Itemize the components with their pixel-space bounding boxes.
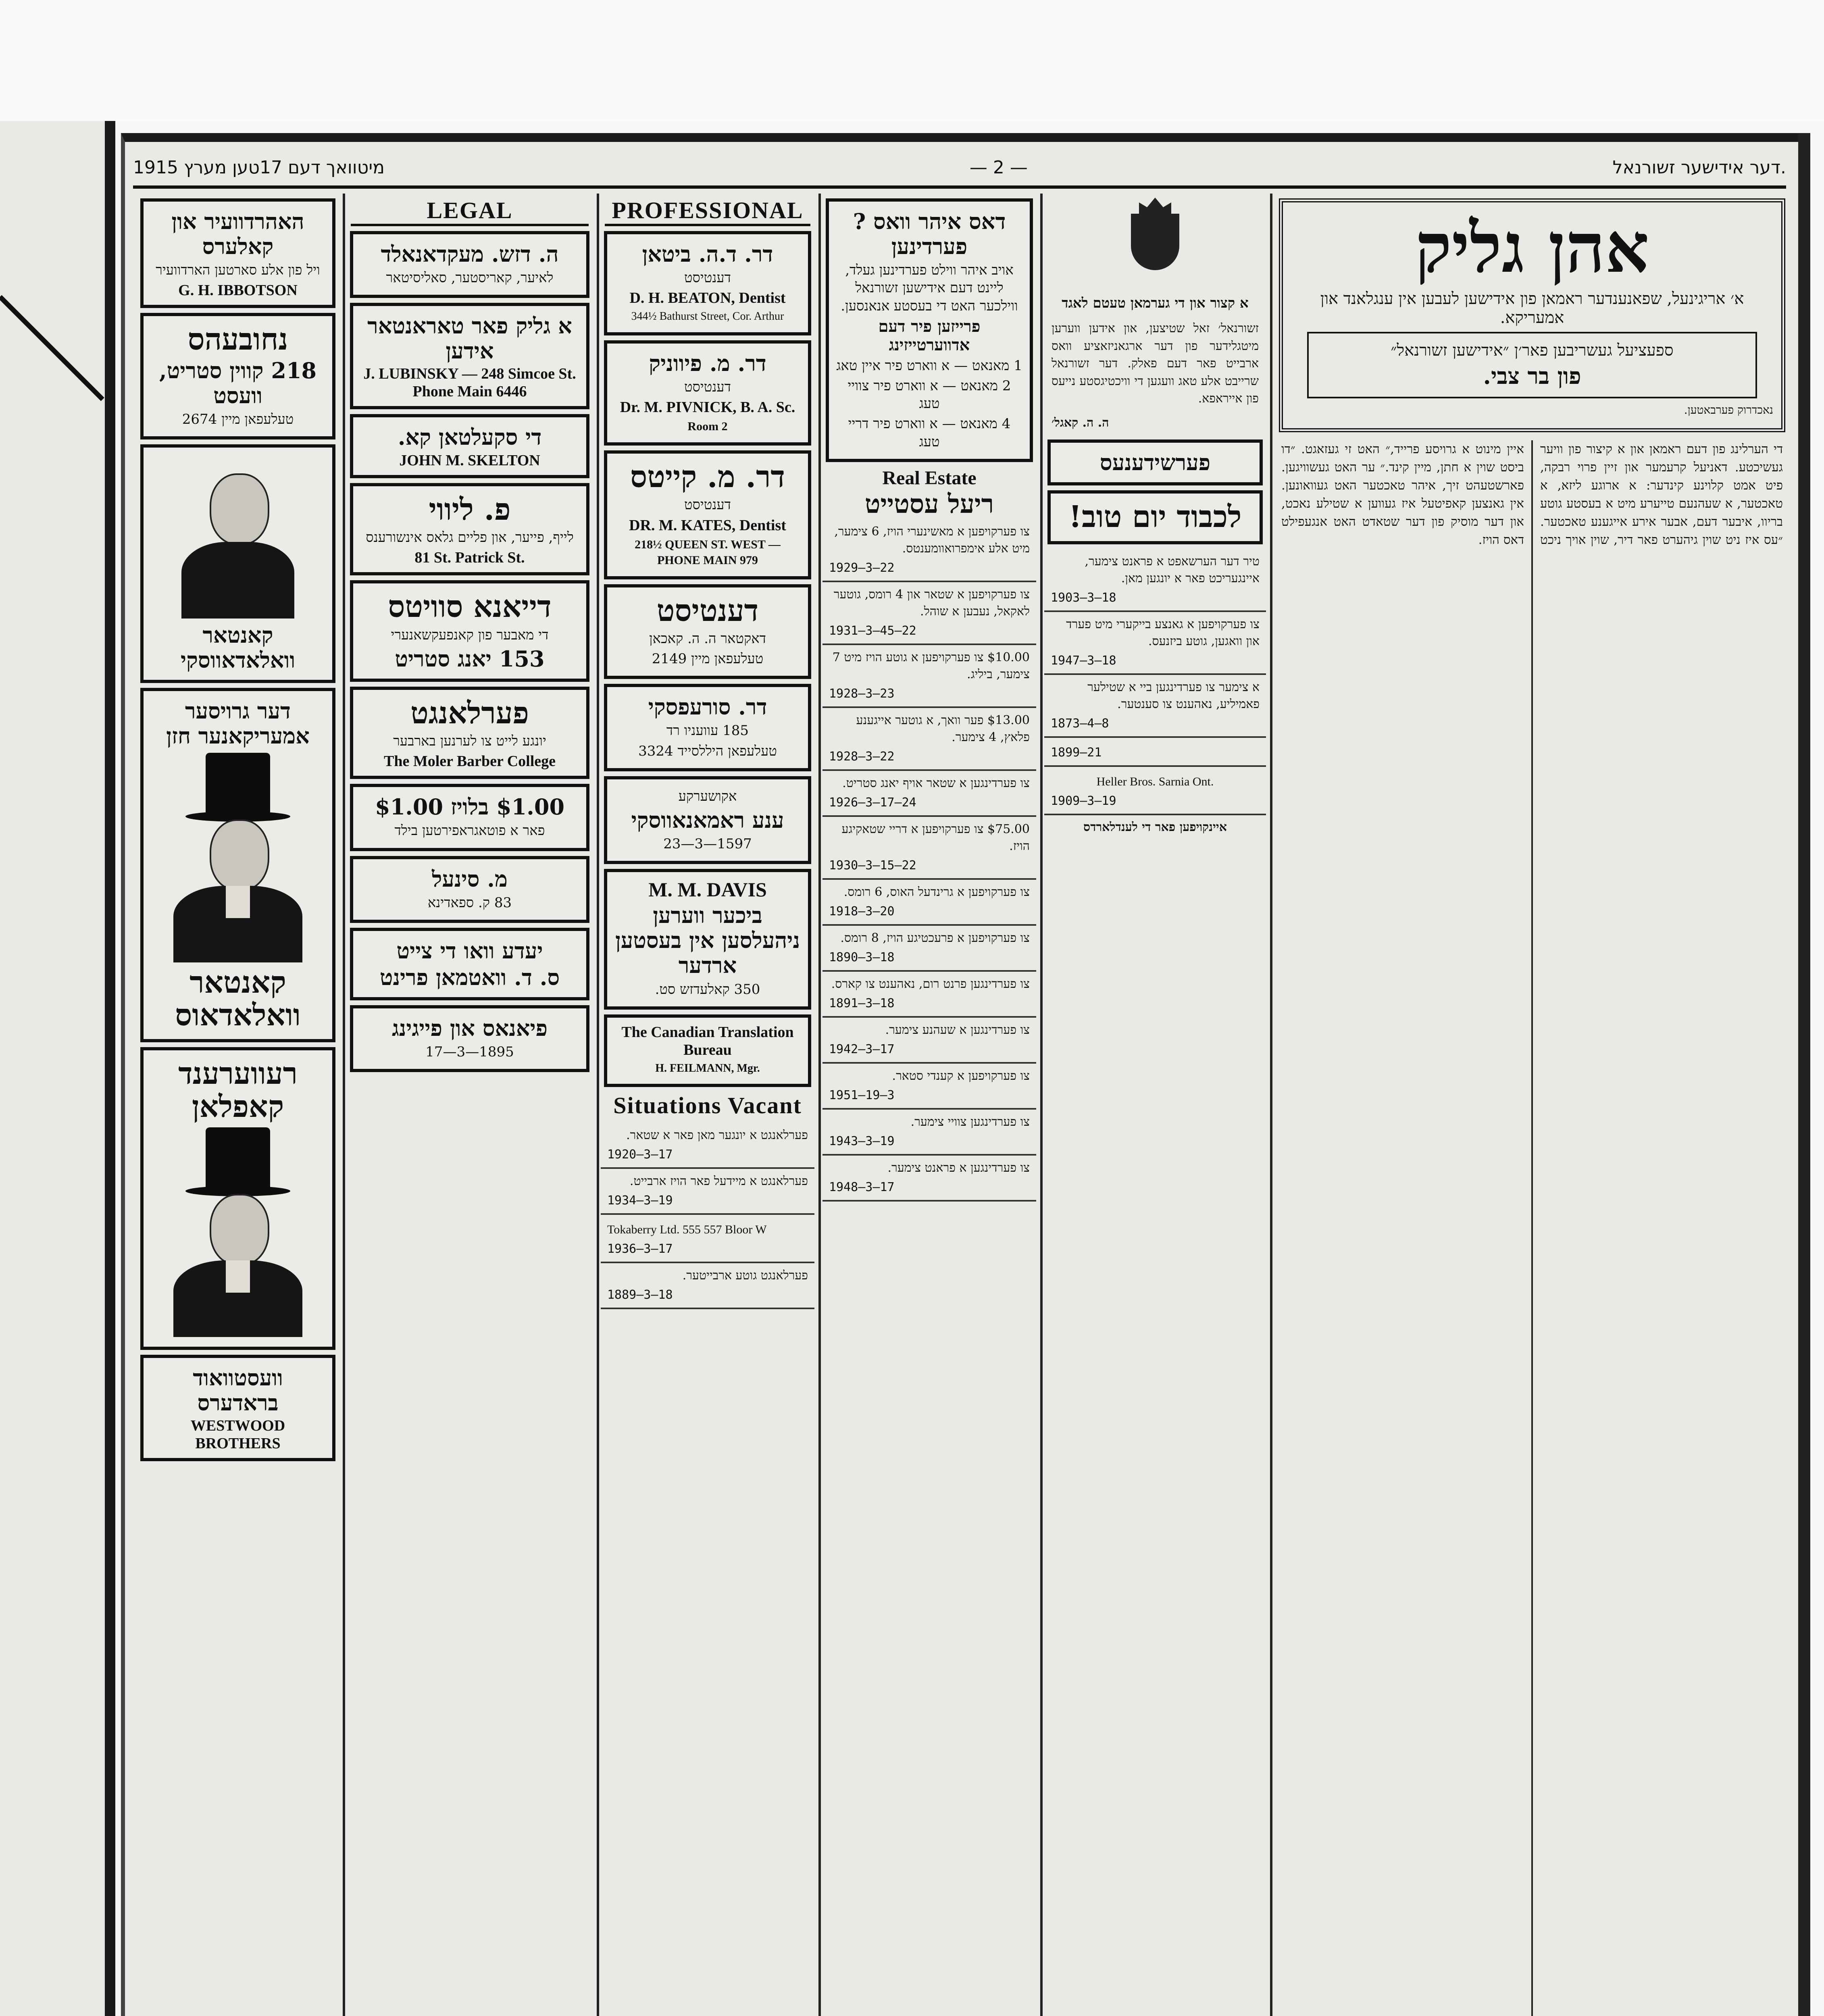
emblem-article: זשורנאל׳ זאל שטיצען, און אידען ווערען מיטגלידער פון דער ארגאניזאציע וואס ארבייט פאר דעם פאלק. דער זשורנאל שרייבט אלע טאג וועגען די וויכטיגסטע נייעס פון אייראפא. xyxy=(1052,321,1259,406)
header-page-number: — 2 — xyxy=(969,157,1028,178)
ad-code: 1895—3—17 xyxy=(425,1044,514,1060)
real-estate-english: Real Estate xyxy=(882,467,977,489)
classified-code: 1891—3—18 xyxy=(829,996,895,1010)
classified-text: $75.00 צו פערקויפען א דריי שטאקיגע הויז. xyxy=(841,822,1030,853)
classified-text: צו פערדינגען פרנט רום, נאהענט צו קארס. xyxy=(831,977,1030,991)
classified-item xyxy=(822,708,1036,771)
legal-section-heading: LEGAL xyxy=(351,197,589,226)
column-rule xyxy=(597,194,599,2016)
ad-title: פ. ליווי xyxy=(429,492,511,527)
top-hat xyxy=(206,1127,270,1188)
ad-midwife xyxy=(604,776,811,864)
classified-code: 1942—3—17 xyxy=(829,1042,895,1056)
ad-title: ענע ראמאנאווסקי xyxy=(631,807,784,833)
ad-davis xyxy=(604,869,811,1009)
ad-address: 83 ק. ספאדינא xyxy=(427,894,512,911)
portrait-face xyxy=(210,819,269,891)
rate-line: 1 מאנאט — א ווארט פיר איין טאג xyxy=(836,357,1022,374)
ad-name-english: DR. M. KATES, Dentist xyxy=(629,516,786,534)
classified-code: 1909—3—19 xyxy=(1051,793,1116,808)
portrait-collar xyxy=(226,886,250,918)
ad-title: דר. ד.ה. ביטאן xyxy=(642,241,773,267)
ad-cantor-1 xyxy=(140,444,335,683)
section-title: פערשידענעס xyxy=(1099,450,1211,476)
classified-text: צו פערקויפען א מאשינערי הויז, 6 צימער, מיט אלע אימפרואוומענטס. xyxy=(834,524,1030,556)
ad-legal-3 xyxy=(350,414,589,478)
ad-legal-5 xyxy=(350,580,589,682)
ad-title: דר. מ. פיווניק xyxy=(649,350,766,376)
novel-note: ספעציעל געשריבען פאר׳ן ״אידישען זשורנאל״ xyxy=(1391,341,1674,360)
novel-title: אהן גליק xyxy=(1415,208,1649,288)
classified-code: 1936—3—17 xyxy=(607,1242,673,1256)
misc-item-text: א צימער צו פערדינגען ביי א שטילער פאמיליע, נאהענט צו סענטער. xyxy=(1087,680,1260,711)
ad-legal-1 xyxy=(350,231,589,298)
ad-legal-8 xyxy=(350,856,589,923)
scan-margin-top xyxy=(0,0,1824,121)
classified-code: 1928—3—22 xyxy=(829,749,895,764)
classified-item xyxy=(822,1018,1036,1064)
classified-item xyxy=(822,1156,1036,1202)
ad-subtitle: די מאבער פון קאנפעקשאנערי xyxy=(391,627,549,643)
ad-name: קאנטאר וואלאדאוס xyxy=(175,965,301,1033)
classified-company: Tokaberry Ltd. 555 557 Bloor W xyxy=(607,1223,767,1237)
misc-item-text: צו פערקויפען א גאנצע בייקערי מיט פערד און וואגען, גוטע ביזנעס. xyxy=(1066,617,1260,648)
classified-item xyxy=(822,1064,1036,1110)
ad-title: לכבוד יום טוב! xyxy=(1068,500,1242,535)
novel-masthead xyxy=(1279,198,1785,432)
ad-code: 1597—3—23 xyxy=(663,836,752,852)
header-paper-name: דער אידישער זשורנאל. xyxy=(1612,157,1786,178)
ad-address: 153 יאנג סטריט xyxy=(395,646,545,672)
ad-title: מ. סינעל xyxy=(432,866,508,892)
ad-subtitle: דענטיסט xyxy=(684,270,731,286)
column-rule xyxy=(818,194,821,2016)
ad-title: ביכער ווערען ניהעלסען אין בעסטען ארדער xyxy=(615,902,800,979)
classified-code: 1873—4—8 xyxy=(1051,716,1109,731)
ad-name-english: G. H. IBBOTSON xyxy=(178,282,298,299)
portrait-collar xyxy=(226,1260,250,1293)
classifieds-column xyxy=(822,194,1036,2016)
legal-column xyxy=(347,194,593,2016)
column-rule xyxy=(1270,194,1272,2016)
classified-item xyxy=(601,1215,814,1263)
classified-code: 1920—3—17 xyxy=(607,1148,673,1162)
portrait-face xyxy=(210,1194,269,1266)
classified-code: 1929—3—22 xyxy=(829,560,895,575)
classified-item xyxy=(822,645,1036,708)
ad-phone: טעלעפאן מיין 2149 xyxy=(652,651,764,667)
ad-name-english: The Moler Barber College xyxy=(384,753,556,770)
ad-title: די סקעלטאן קא. xyxy=(398,424,542,450)
ad-title: א גליק פאר טאראנטאר אידען xyxy=(367,313,572,364)
classified-item xyxy=(822,972,1036,1018)
ad-holiday xyxy=(1047,490,1263,544)
ad-subtitle: פאר א פוטאגראפירטען בילד xyxy=(394,823,545,839)
classified-item xyxy=(822,771,1036,817)
ad-westwood xyxy=(140,1355,335,1461)
ad-address: 350 קאלעדזש סט. xyxy=(655,981,760,998)
adjacent-page-edge xyxy=(0,121,115,2016)
classified-code: 1930—3—15—22 xyxy=(829,858,916,873)
ad-title: דר. מ. קייטס xyxy=(630,459,785,494)
classified-text: $10.00 צו פערקויפען א גוטע הויז מיט 7 צימער, ביליג. xyxy=(832,650,1030,681)
ad-subtitle: 185 עוועניו רד xyxy=(666,723,749,739)
ad-question xyxy=(826,198,1033,462)
ad-title: דענטיסט xyxy=(656,593,759,628)
ad-title: דער גרויסער אמעריקאנער חזן xyxy=(166,698,310,749)
novel-author: פון בר צבי. xyxy=(1483,363,1581,389)
ad-name-english: WESTWOOD BROTHERS xyxy=(190,1417,285,1452)
classified-text: צו פערקויפען א קענדי סטאר. xyxy=(892,1068,1030,1083)
heller-company: Heller Bros. Sarnia Ont. xyxy=(1096,775,1214,788)
real-estate-yiddish: ריעל עסטייט xyxy=(864,489,994,519)
coat-of-arms-emblem xyxy=(1115,198,1195,286)
classified-code: 1890—3—18 xyxy=(829,950,895,964)
classified-text: צו פערדינגען צוויי צימער. xyxy=(910,1114,1030,1129)
classified-item xyxy=(822,519,1036,582)
situations-vacant-heading: Situations Vacant xyxy=(613,1092,802,1119)
classified-item: פערלאנגט גוטע ארבייטער. 1889—3—18 xyxy=(601,1263,814,1309)
classified-text: צו פערקויפען א שטאר און 4 רומס, גוטער לאקאל, נעבען א שוהל. xyxy=(833,587,1030,619)
ad-address: 218 קווין סטריט, וועסט xyxy=(159,357,317,408)
classified-text: צו פערדינגען א פראנט צימער. xyxy=(887,1160,1030,1175)
ad-manager: H. FEILMANN, Mgr. xyxy=(655,1062,760,1075)
top-hat xyxy=(206,753,270,813)
misc-item xyxy=(1044,549,1266,612)
ad-title: וועסטוואוד בראדערס xyxy=(193,1365,283,1416)
real-estate-heading xyxy=(822,467,1036,519)
ad-name-english: JOHN M. SKELTON xyxy=(399,452,540,469)
misc-item-text: טיר דער הערשאפט א פראנט צימער, איינגעריכט פאר א יונגען מאן. xyxy=(1085,554,1260,585)
news-column xyxy=(1044,194,1266,2016)
classified-text: $13.00 פער וואך, א גוטער אייגענע פלאץ, 4 צימער. xyxy=(856,713,1030,744)
ad-name-english: J. LUBINSKY — 248 Simcoe St. Phone Main 6446 xyxy=(363,365,576,400)
classified-code: 1934—3—19 xyxy=(607,1193,673,1208)
ad-title: דר. סורעפסקי xyxy=(648,694,767,720)
ad-name-english: M. M. DAVIS xyxy=(648,878,767,901)
ad-body: אויב איהר ווילט פערדינען געלד, ליינט דעם אידישען זשורנאל ווילכער האט די בעסטע אנאנסען. xyxy=(841,262,1018,314)
ad-american-cantor xyxy=(140,688,335,1042)
classified-item xyxy=(822,926,1036,972)
ad-dentist-kates xyxy=(604,450,811,579)
classified-code: 1889—3—18 xyxy=(607,1288,673,1302)
ad-subtitle: דענטיסט xyxy=(684,379,731,395)
ad-subtitle: דענטיסט xyxy=(684,497,731,513)
classified-text: צו פערקויפען א פרעכטיגע הויז, 8 רומס. xyxy=(840,931,1030,945)
editor-signature: ה. ה. קאגל׳ xyxy=(1052,415,1109,430)
ad-dentist-pivnick xyxy=(604,340,811,446)
heller-ad xyxy=(1044,767,1266,815)
ad-nachuvas: נחובעהס 218 קווין סטריט, וועסט טעלעפאן מיין 2674 xyxy=(140,313,335,439)
ad-phone: טעלעפאן היללסייד 3324 xyxy=(638,743,777,759)
novel-body-text: די הערלינג פון דעם ראמאן און א קיצור פון וויער געשיכטע. דאניעל קרעמער און זיין פרוי רבקה, פיט אמט קלוינע קינדער: א ארוגע ליזא, א טאכטער, א שעהנעם טייערע מיט א בעסטע גוטע בריוו, איבער דעם, אבער אירע אייגענע טאכטער. ״עס איז ניט שוין גיהערט פאר דיר, שוין אויך ניכט איין מינוט א גרויסע פרייד,״ האט זי געזאגט. ״דו ביסט שוין א חתן, מיין קינד.״ ער האט געשוויגען. פארשטעהט זיך, איהר טאכטער האט געוואונען. אין גאנצען קאפיטעל איז געווען א שטילע נאכט, און דער מוסיק פון דער שטאדט האט אנגעפילט דאס הויז. xyxy=(1281,442,1783,547)
ad-title: נחובעהס xyxy=(187,322,288,357)
ad-dentist-kahan xyxy=(604,584,811,679)
ad-title: פערלאנגט xyxy=(410,696,529,731)
portrait-face xyxy=(210,473,269,545)
ad-legal-9 xyxy=(350,928,589,1000)
novel-subtitle: א׳ אריגינעל, שפאנענדער ראמאן פון אידישען לעבען אין ענגלאנד און אמעריקא. xyxy=(1320,289,1744,327)
real-estate-listings xyxy=(822,519,1036,1202)
ad-address: 81 St. Patrick St. xyxy=(414,549,525,566)
ad-subtitle: לייף, פייער, און פליים גלאס אינשורענס xyxy=(366,529,574,546)
ad-legal-6 xyxy=(350,687,589,779)
rights-notice: נאכדרוק פערבאטען. xyxy=(1684,403,1773,417)
ad-legal-2 xyxy=(350,303,589,409)
header-date: מיטוואך דעם 17טען מערץ 1915 xyxy=(133,157,385,178)
classified-code: 1899—21 xyxy=(1051,745,1102,760)
ad-title: ה. דזש. מעקדאנאלד xyxy=(381,241,559,267)
professional-section-heading: PROFESSIONAL xyxy=(605,197,810,226)
ad-title: פיאנאס און פייגינג xyxy=(391,1015,548,1041)
ad-legal-10 xyxy=(350,1005,589,1072)
classified-code: 1926—3—17—24 xyxy=(829,795,916,810)
ad-name-english: The Canadian Translation Bureau xyxy=(621,1023,794,1058)
ad-miscellaneous xyxy=(1047,439,1263,485)
ad-title: יעדע וואו די צייט xyxy=(396,937,543,964)
page-fold-line xyxy=(0,295,104,401)
ad-subtitle: לאיער, קאריסטער, סאליסיטאר xyxy=(386,270,554,286)
ad-translation-bureau xyxy=(604,1014,811,1087)
classified-code: 1903—3—18 xyxy=(1051,590,1116,605)
classified-item xyxy=(822,1110,1036,1156)
ad-title: קאנטאר וואלאדאווסקי xyxy=(180,622,296,673)
misc-item xyxy=(1044,675,1266,738)
classified-code: 1951—19—3 xyxy=(829,1088,895,1102)
ad-reverend xyxy=(140,1047,335,1350)
classified-code: 1943—3—19 xyxy=(829,1134,895,1148)
ad-name-english: D. H. BEATON, Dentist xyxy=(629,289,786,307)
landlord-notice-heading: איינקויפען פאר די לענדלארדס xyxy=(1083,820,1227,834)
classified-code: 1948—3—17 xyxy=(829,1180,895,1194)
column-rule xyxy=(343,194,345,2016)
ad-subtitle: אקושערקע xyxy=(678,788,737,804)
classified-code: 1931—3—45—22 xyxy=(829,623,916,638)
ad-name-english: Dr. M. PIVNICK, B. A. Sc. xyxy=(620,398,795,416)
ad-legal-7 xyxy=(350,784,589,851)
crown-shape xyxy=(1139,198,1171,214)
scan-edge-right xyxy=(1798,133,1810,2016)
ad-hardware: האהרדוועיר און קאלערס ויל פון אלע סארטען הארדוועיר G. H. IBBOTSON xyxy=(140,198,335,308)
classified-item: פערלאנגט א מיידעל פאר הויז ארבייט. 1934—3—19 xyxy=(601,1169,814,1215)
cantor-portrait-top-hat xyxy=(161,753,314,962)
portrait-coat xyxy=(181,542,294,619)
professional-column xyxy=(601,194,814,2016)
rates-heading: פרייזען פיר דעם אדווערטייזינג xyxy=(878,317,981,354)
emblem-caption: א קצור און די גערמאן טעטם לאגד xyxy=(1062,295,1249,311)
ad-address: 344½ Bathurst Street, Cor. Arthur xyxy=(631,310,784,323)
ad-address: Room 2 xyxy=(687,419,728,433)
ad-doctor-surefski xyxy=(604,684,811,771)
cantor-portrait xyxy=(177,457,298,619)
ad-legal-4 xyxy=(350,483,589,576)
classified-item xyxy=(822,582,1036,645)
classified-code: 1928—3—23 xyxy=(829,686,895,701)
ad-title: רעווערענד קאפלאן xyxy=(178,1056,298,1124)
classified-text: צו פערקויפען א גרינדעל האוס, 6 רומס. xyxy=(843,885,1030,899)
ad-address: 218½ QUEEN ST. WEST — PHONE MAIN 979 xyxy=(635,537,781,567)
page-header xyxy=(133,149,1786,189)
rate-line: 4 מאנאט — א ווארט פיר דריי טעג xyxy=(848,416,1011,450)
misc-item xyxy=(1044,738,1266,767)
rate-line: 2 מאנאט — א ווארט פיר צוויי טעג xyxy=(847,377,1011,412)
misc-item xyxy=(1044,612,1266,675)
ad-title: דאס איהר וואס ?פערדינען xyxy=(853,208,1006,260)
classified-text: צו פערדינגען א שטאר אויף יאנג סטריט. xyxy=(842,776,1030,790)
shield-shape xyxy=(1131,214,1179,270)
ad-title: דייאנא סוויטס xyxy=(388,589,552,625)
ad-subtitle: דאקטאר ה. ה. קאכאן xyxy=(649,630,766,647)
ad-dentist-beaton xyxy=(604,231,811,335)
classified-item xyxy=(822,880,1036,926)
classified-code: 1947—3—18 xyxy=(1051,653,1116,668)
left-ads-column xyxy=(137,194,339,2016)
ad-title: $1.00 בלויז $1.00 xyxy=(375,794,565,820)
serial-novel-column xyxy=(1274,194,1790,2016)
classified-text: צו פערדינגען א שעהנע צימער. xyxy=(885,1023,1030,1037)
ad-subtitle: ס. ד. וואטמאן פרינט xyxy=(379,964,560,991)
ad-subtitle: יונגע לייט צו לערנען בארבער xyxy=(393,733,546,750)
column-rule xyxy=(1040,194,1043,2016)
classified-item xyxy=(822,817,1036,880)
classified-code: 1918—3—20 xyxy=(829,904,895,918)
ad-title: האהרדוועיר און קאלערס xyxy=(171,208,304,260)
reverend-portrait xyxy=(161,1127,314,1337)
classified-item: פערלאנגט א יונגער מאן פאר א שטאר. 1920—3—17 xyxy=(601,1123,814,1169)
